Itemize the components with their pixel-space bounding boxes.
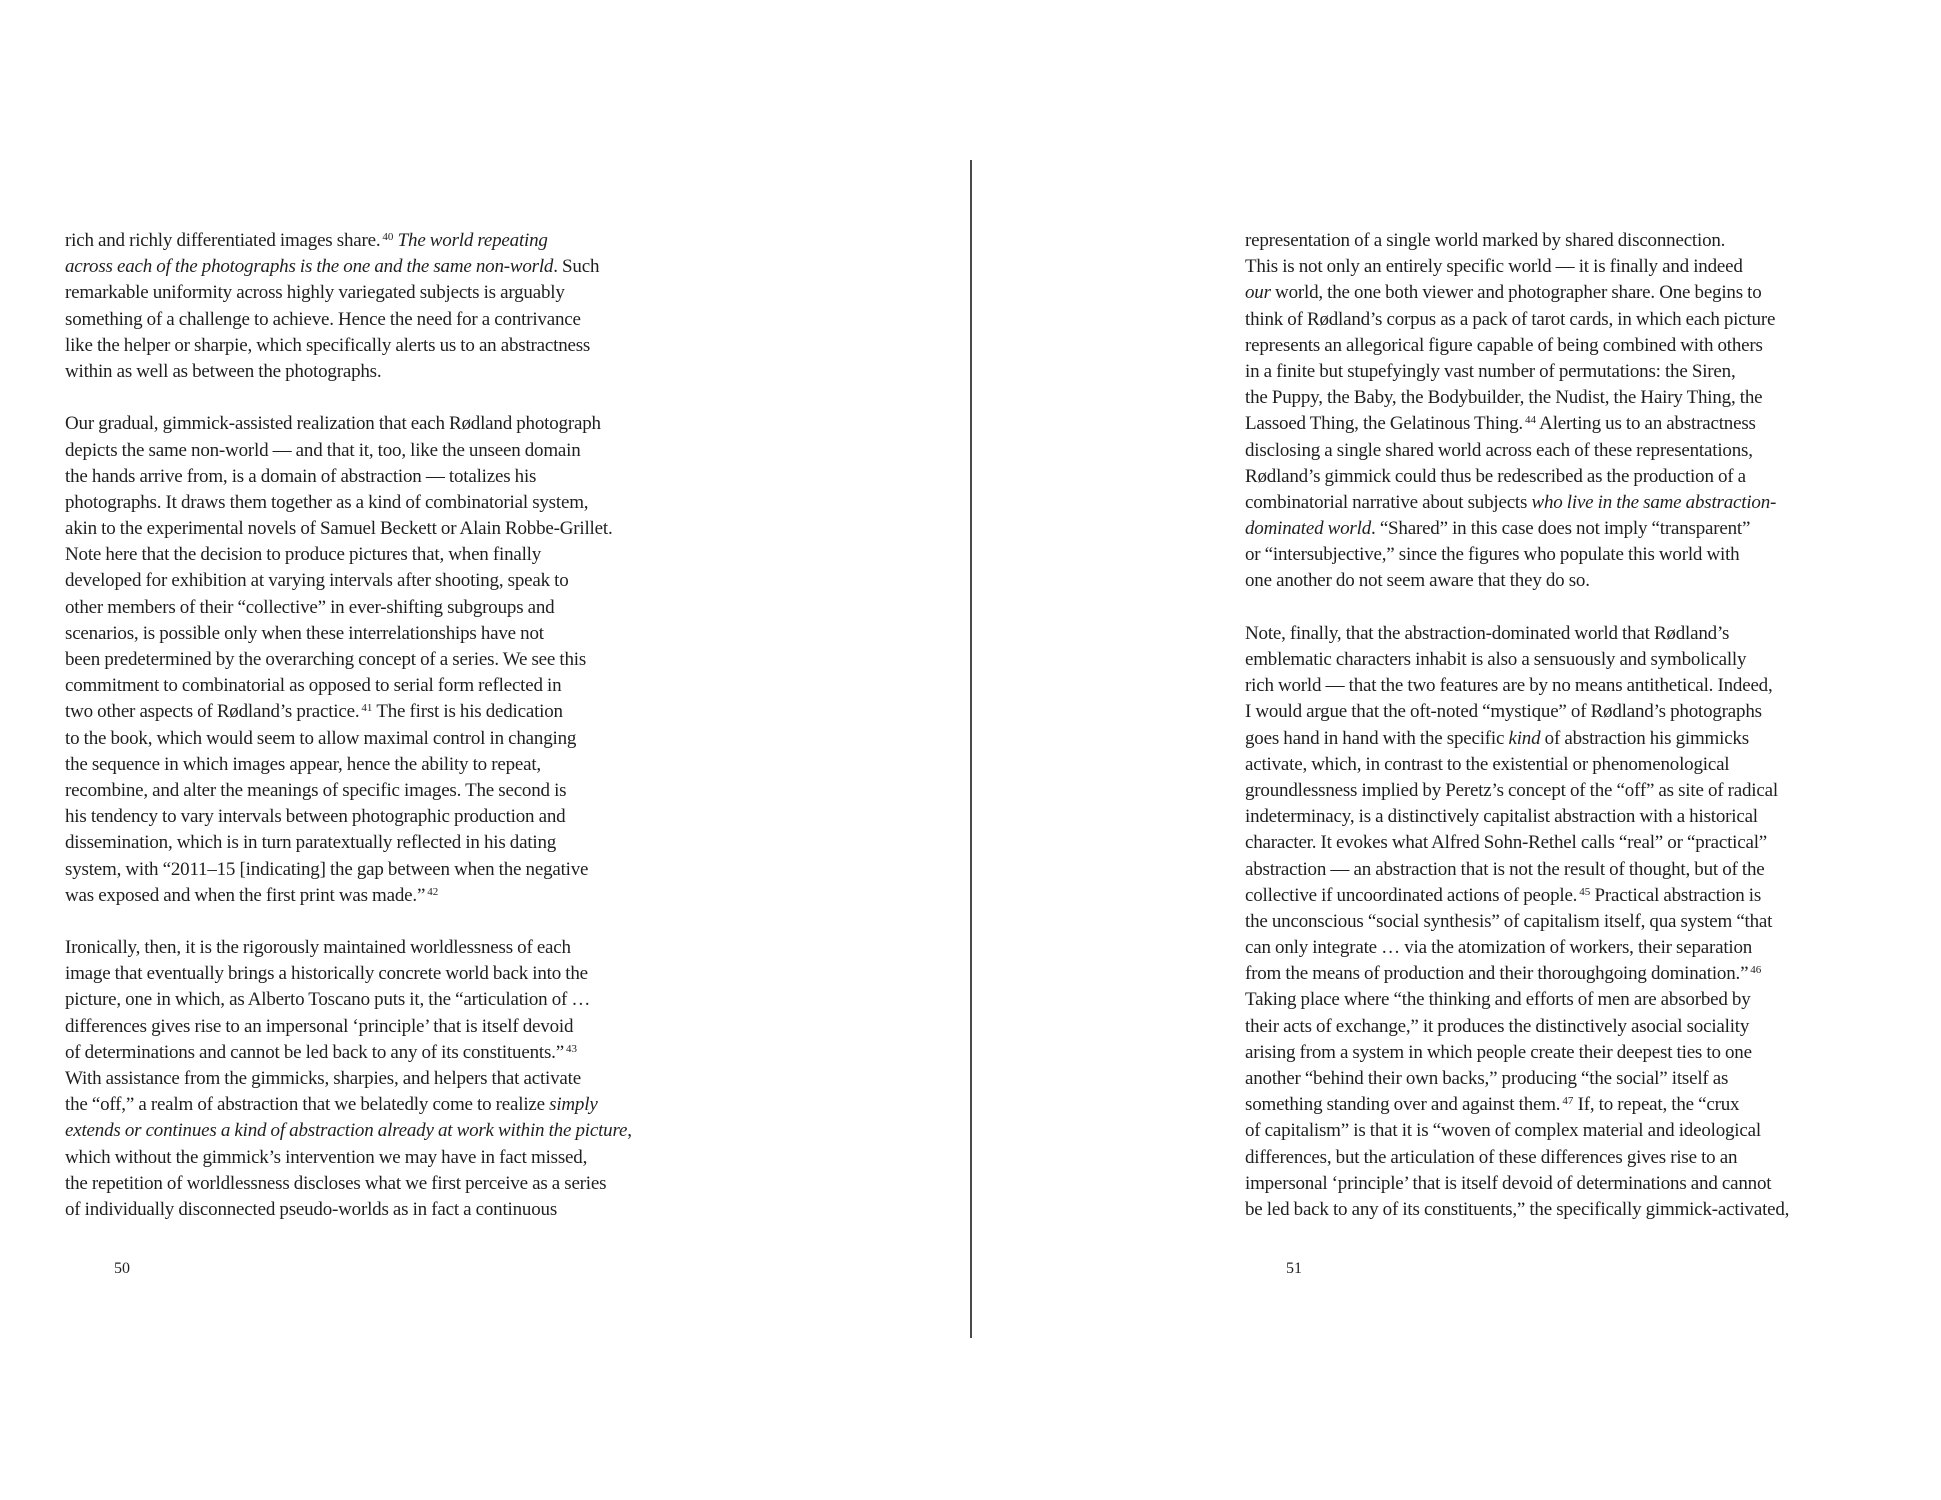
text-line: goes hand in hand with the specific kind of abstraction his gimmicks [1245, 727, 1749, 749]
left-page-text-column [65, 228, 765, 1223]
text-line: or “intersubjective,” since the figures who populate this world with [1245, 544, 1740, 566]
text-line: arising from a system in which people create their deepest ties to one [1245, 1041, 1752, 1063]
text-line: something of a challenge to achieve. Hence the need for a contrivance [65, 308, 581, 330]
text-line: This is not only an entirely specific world — it is finally and indeed [1245, 256, 1743, 278]
text-line: representation of a single world marked by shared disconnection. [1245, 230, 1726, 251]
text-line: recombine, and alter the meanings of specific images. The second is [65, 779, 567, 801]
text-line: Note here that the decision to produce pictures that, when finally [65, 544, 542, 566]
text-line: indeterminacy, is a distinctively capitalist abstraction with a historical [1245, 806, 1758, 828]
text-line: the Puppy, the Baby, the Bodybuilder, the Nudist, the Hairy Thing, the [1245, 387, 1763, 409]
footnote-reference: 47 [1562, 1095, 1574, 1108]
text-line: his tendency to vary intervals between photographic production and [65, 806, 566, 828]
text-line: akin to the experimental novels of Samuel Beckett or Alain Robbe-Grillet. [65, 518, 613, 540]
paragraph [65, 228, 765, 385]
text-line: differences, but the articulation of these differences gives rise to an [1245, 1146, 1738, 1168]
text-line: Lassoed Thing, the Gelatinous Thing. $^{44}$ Alerting us to an abstractness [1245, 413, 1756, 435]
page-gutter-divider [970, 160, 972, 1338]
right-page-number: 51 [1286, 1260, 1302, 1277]
text-line: within as well as between the photographs. [65, 360, 382, 382]
footnote-reference: 46 [1750, 964, 1762, 977]
text-line: two other aspects of Rødland’s practice. $^{41}$ The first is his dedication [65, 701, 563, 723]
text-line: another “behind their own backs,” producing “the social” itself as [1245, 1068, 1729, 1089]
text-line: commitment to combinatorial as opposed to serial form reflected in [65, 675, 562, 697]
text-line: think of Rødland’s corpus as a pack of tarot cards, in which each picture [1245, 308, 1776, 330]
footnote-reference: 43 [565, 1042, 577, 1055]
paragraph [1245, 621, 1941, 1223]
text-line: activate, which, in contrast to the existential or phenomenological [1245, 753, 1730, 775]
text-line: picture, one in which, as Alberto Toscano puts it, the “articulation of … [65, 989, 591, 1011]
text-line: something standing over and against them. $^{47}$ If, to repeat, the “crux [1245, 1094, 1740, 1116]
text-line: Rødland’s gimmick could thus be redescribed as the production of a [1245, 465, 1746, 487]
text-line: differences gives rise to an impersonal ‘principle’ that is itself devoid [65, 1015, 574, 1037]
text-line: scenarios, is possible only when these interrelationships have not [65, 622, 544, 644]
text-line: the repetition of worldlessness discloses what we first perceive as a series [65, 1172, 607, 1194]
text-line: one another do not seem aware that they do so. [1245, 570, 1590, 592]
text-line: developed for exhibition at varying intervals after shooting, speak to [65, 570, 569, 592]
text-line: rich world — that the two features are by no means antithetical. Indeed, [1245, 675, 1773, 697]
text-line: With assistance from the gimmicks, sharpies, and helpers that activate [65, 1068, 581, 1089]
text-line: our world, the one both viewer and photographer share. One begins to [1245, 282, 1762, 304]
text-line: Taking place where “the thinking and efforts of men are absorbed by [1245, 989, 1751, 1011]
footnote-reference: 40 [382, 231, 394, 243]
paragraph [65, 935, 765, 1223]
footnote-reference: 41 [361, 702, 373, 715]
paragraph [1245, 228, 1941, 595]
text-line: Our gradual, gimmick-assisted realization that each Rødland photograph [65, 413, 601, 435]
text-line: image that eventually brings a historically concrete world back into the [65, 963, 588, 985]
text-line: combinatorial narrative about subjects who live in the same abstraction- [1245, 491, 1777, 513]
text-line: which without the gimmick’s intervention we may have in fact missed, [65, 1146, 588, 1168]
text-line: depicts the same non-world — and that it, too, like the unseen domain [65, 439, 581, 461]
text-line: I would argue that the oft-noted “mystique” of Rødland’s photographs [1245, 701, 1762, 723]
text-line: rich and richly differentiated images share. $^{40}$ The world repeating [65, 230, 548, 251]
text-line: from the means of production and their thoroughgoing domination.” $^{46}$ [1245, 963, 1762, 985]
text-line: Note, finally, that the abstraction-dominated world that Rødland’s [1245, 622, 1730, 644]
text-line: system, with “2011–15 [indicating] the gap between when the negative [65, 858, 589, 880]
text-line: disclosing a single shared world across each of these representations, [1245, 439, 1753, 461]
text-line: to the book, which would seem to allow maximal control in changing [65, 727, 577, 749]
text-line: across each of the photographs is the one and the same non-world. Such [65, 256, 600, 278]
text-line: Ironically, then, it is the rigorously maintained worldlessness of each [65, 937, 571, 959]
text-line: can only integrate … via the atomization of workers, their separation [1245, 937, 1753, 959]
text-line: like the helper or sharpie, which specifically alerts us to an abstractness [65, 334, 591, 356]
text-line: dissemination, which is in turn paratextually reflected in his dating [65, 832, 557, 854]
text-line: impersonal ‘principle’ that is itself devoid of determinations and cannot [1245, 1172, 1772, 1194]
text-line: remarkable uniformity across highly variegated subjects is arguably [65, 282, 565, 304]
text-line: of capitalism” is that it is “woven of complex material and ideological [1245, 1120, 1761, 1142]
text-line: groundlessness implied by Peretz’s concept of the “off” as site of radical [1245, 779, 1778, 801]
text-line: character. It evokes what Alfred Sohn-Rethel calls “real” or “practical” [1245, 832, 1768, 854]
footnote-reference: 42 [427, 885, 439, 898]
text-line: dominated world. “Shared” in this case does not imply “transparent” [1245, 518, 1751, 540]
text-line: the “off,” a realm of abstraction that we belatedly come to realize simply [65, 1094, 598, 1116]
paragraph [65, 411, 765, 909]
text-line: been predetermined by the overarching concept of a series. We see this [65, 649, 587, 670]
text-line: of individually disconnected pseudo-worlds as in fact a continuous [65, 1198, 558, 1220]
right-page-text-column [1245, 228, 1941, 1223]
text-line: of determinations and cannot be led back to any of its constituents.” $^{43}$ [65, 1041, 577, 1063]
left-page-number: 50 [114, 1260, 130, 1277]
footnote-reference: 44 [1524, 414, 1536, 427]
text-line: in a finite but stupefyingly vast number of permutations: the Siren, [1245, 360, 1736, 382]
text-line: be led back to any of its constituents,” the specifically gimmick-activated, [1245, 1198, 1790, 1220]
text-line: photographs. It draws them together as a kind of combinatorial system, [65, 491, 589, 513]
text-line: the sequence in which images appear, hence the ability to repeat, [65, 753, 541, 775]
text-line: the hands arrive from, is a domain of abstraction — totalizes his [65, 465, 537, 487]
text-line: emblematic characters inhabit is also a sensuously and symbolically [1245, 649, 1747, 670]
text-line: collective if uncoordinated actions of people. $^{45}$ Practical abstraction is [1245, 884, 1762, 906]
text-line: was exposed and when the first print was made.” $^{42}$ [65, 884, 439, 906]
text-line: extends or continues a kind of abstraction already at work within the picture, [65, 1120, 632, 1142]
text-line: the unconscious “social synthesis” of capitalism itself, qua system “that [1245, 910, 1773, 932]
text-line: abstraction — an abstraction that is not the result of thought, but of the [1245, 858, 1765, 880]
text-line: represents an allegorical figure capable of being combined with others [1245, 334, 1763, 356]
text-line: other members of their “collective” in ever-shifting subgroups and [65, 596, 555, 618]
text-line: their acts of exchange,” it produces the distinctively asocial sociality [1245, 1015, 1750, 1037]
footnote-reference: 45 [1579, 885, 1591, 898]
